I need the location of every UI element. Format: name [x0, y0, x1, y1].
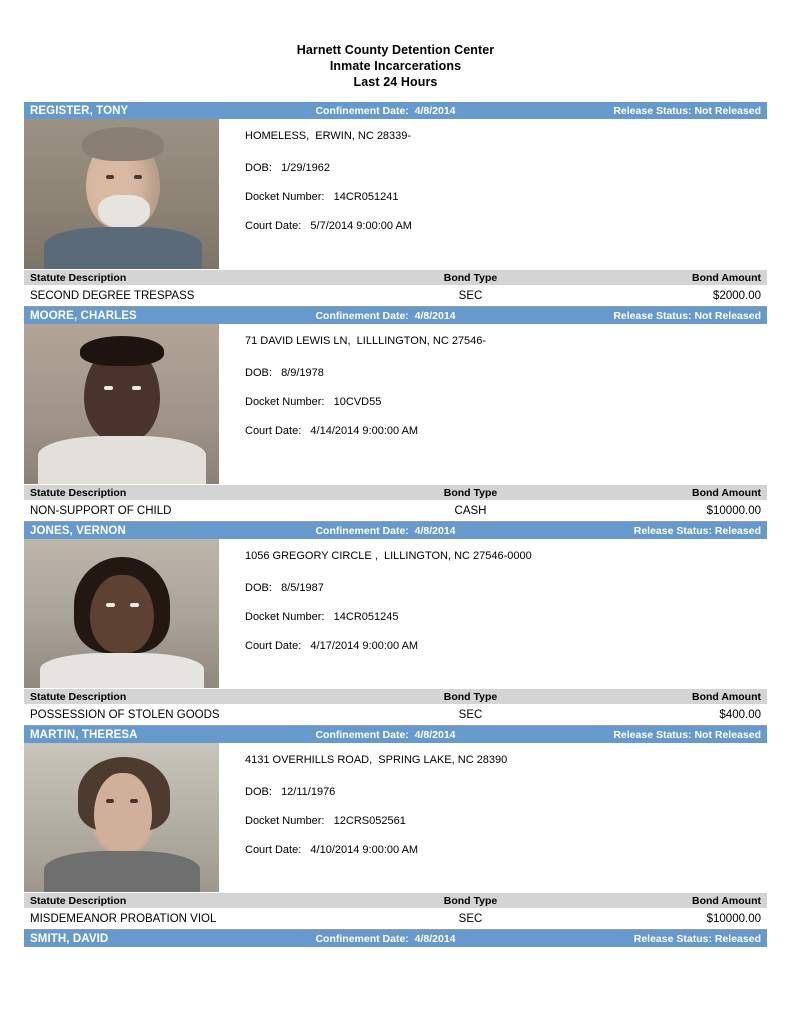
bond-amount-value: $2000.00 [713, 289, 761, 302]
col-bond-amount: Bond Amount [691, 894, 761, 907]
page-title [24, 0, 767, 102]
inmate-record [24, 930, 767, 947]
inmate-name: MARTIN, THERESA [30, 728, 138, 741]
release-status: Release Status: Not Released [613, 104, 761, 117]
release-status: Release Status: Not Released [613, 309, 761, 322]
col-bond-amount: Bond Amount [691, 486, 761, 499]
inmate-details [219, 539, 767, 668]
inmate-name: MOORE, CHARLES [30, 309, 137, 322]
confinement-date: Confinement Date: 4/8/2014 [315, 932, 456, 945]
record-body [24, 743, 767, 892]
statute-value: MISDEMEANOR PROBATION VIOL [30, 912, 217, 925]
release-status: Release Status: Not Released [613, 728, 761, 741]
table-row [24, 704, 767, 726]
inmate-photo [24, 119, 219, 269]
inmate-record [24, 102, 767, 307]
inmate-details [219, 324, 767, 453]
court-date-line: Court Date: 4/17/2014 9:00:00 AM [245, 640, 419, 652]
confinement-date: Confinement Date: 4/8/2014 [315, 728, 456, 741]
statute-value: NON-SUPPORT OF CHILD [30, 504, 172, 517]
bond-type-value: SEC [458, 289, 483, 302]
statute-column-header [24, 688, 767, 704]
docket-line: Docket Number: 14CR051245 [245, 611, 399, 623]
inmate-photo [24, 324, 219, 484]
dob-line: DOB: 8/5/1987 [245, 582, 324, 594]
col-bond-amount: Bond Amount [691, 271, 761, 284]
col-statute: Statute Description [30, 894, 127, 907]
inmate-details [219, 743, 767, 872]
release-status: Release Status: Released [633, 932, 761, 945]
table-row [24, 908, 767, 930]
dob-line: DOB: 1/29/1962 [245, 162, 330, 174]
court-date-line: Court Date: 5/7/2014 9:00:00 AM [245, 220, 412, 232]
confinement-date: Confinement Date: 4/8/2014 [315, 309, 456, 322]
col-statute: Statute Description [30, 690, 127, 703]
record-name-bar [24, 307, 767, 324]
statute-column-header [24, 484, 767, 500]
docket-line: Docket Number: 12CRS052561 [245, 815, 406, 827]
col-bond-type: Bond Type [443, 894, 498, 907]
confinement-date: Confinement Date: 4/8/2014 [315, 104, 456, 117]
dob-line: DOB: 12/11/1976 [245, 786, 336, 798]
dob-line: DOB: 8/9/1978 [245, 367, 324, 379]
title-line-3: Last 24 Hours [353, 75, 438, 89]
bond-amount-value: $10000.00 [706, 912, 761, 925]
bond-amount-value: $10000.00 [706, 504, 761, 517]
title-line-2: Inmate Incarcerations [329, 59, 462, 73]
address-line: 4131 OVERHILLS ROAD, SPRING LAKE, NC 28390 [245, 754, 508, 766]
title-line-1: Harnett County Detention Center [296, 43, 495, 57]
record-name-bar [24, 726, 767, 743]
statute-value: SECOND DEGREE TRESPASS [30, 289, 195, 302]
record-body [24, 324, 767, 484]
col-bond-amount: Bond Amount [691, 690, 761, 703]
col-statute: Statute Description [30, 486, 127, 499]
statute-value: POSSESSION OF STOLEN GOODS [30, 708, 220, 721]
docket-line: Docket Number: 14CR051241 [245, 191, 399, 203]
bond-type-value: CASH [454, 504, 487, 517]
record-name-bar [24, 102, 767, 119]
inmate-name: JONES, VERNON [30, 524, 126, 537]
bond-amount-value: $400.00 [719, 708, 761, 721]
court-date-line: Court Date: 4/14/2014 9:00:00 AM [245, 425, 419, 437]
address-line: 71 DAVID LEWIS LN, LILLLINGTON, NC 27546- [245, 335, 487, 347]
col-bond-type: Bond Type [443, 690, 498, 703]
col-statute: Statute Description [30, 271, 127, 284]
inmate-photo [24, 743, 219, 892]
inmate-record [24, 522, 767, 726]
statute-column-header [24, 269, 767, 285]
bond-type-value: SEC [458, 708, 483, 721]
col-bond-type: Bond Type [443, 486, 498, 499]
record-body [24, 539, 767, 688]
confinement-date: Confinement Date: 4/8/2014 [315, 524, 456, 537]
record-name-bar [24, 522, 767, 539]
inmate-photo [24, 539, 219, 688]
docket-line: Docket Number: 10CVD55 [245, 396, 382, 408]
inmate-record [24, 307, 767, 522]
bond-type-value: SEC [458, 912, 483, 925]
col-bond-type: Bond Type [443, 271, 498, 284]
address-line: HOMELESS, ERWIN, NC 28339- [245, 130, 412, 142]
table-row [24, 285, 767, 307]
inmate-details [219, 119, 767, 248]
record-body [24, 119, 767, 269]
release-status: Release Status: Released [633, 524, 761, 537]
statute-column-header [24, 892, 767, 908]
court-date-line: Court Date: 4/10/2014 9:00:00 AM [245, 844, 419, 856]
inmate-record [24, 726, 767, 930]
record-name-bar [24, 930, 767, 947]
inmate-name: SMITH, DAVID [30, 932, 109, 945]
inmate-name: REGISTER, TONY [30, 104, 129, 117]
table-row [24, 500, 767, 522]
address-line: 1056 GREGORY CIRCLE , LILLINGTON, NC 27546-0000 [245, 550, 532, 562]
